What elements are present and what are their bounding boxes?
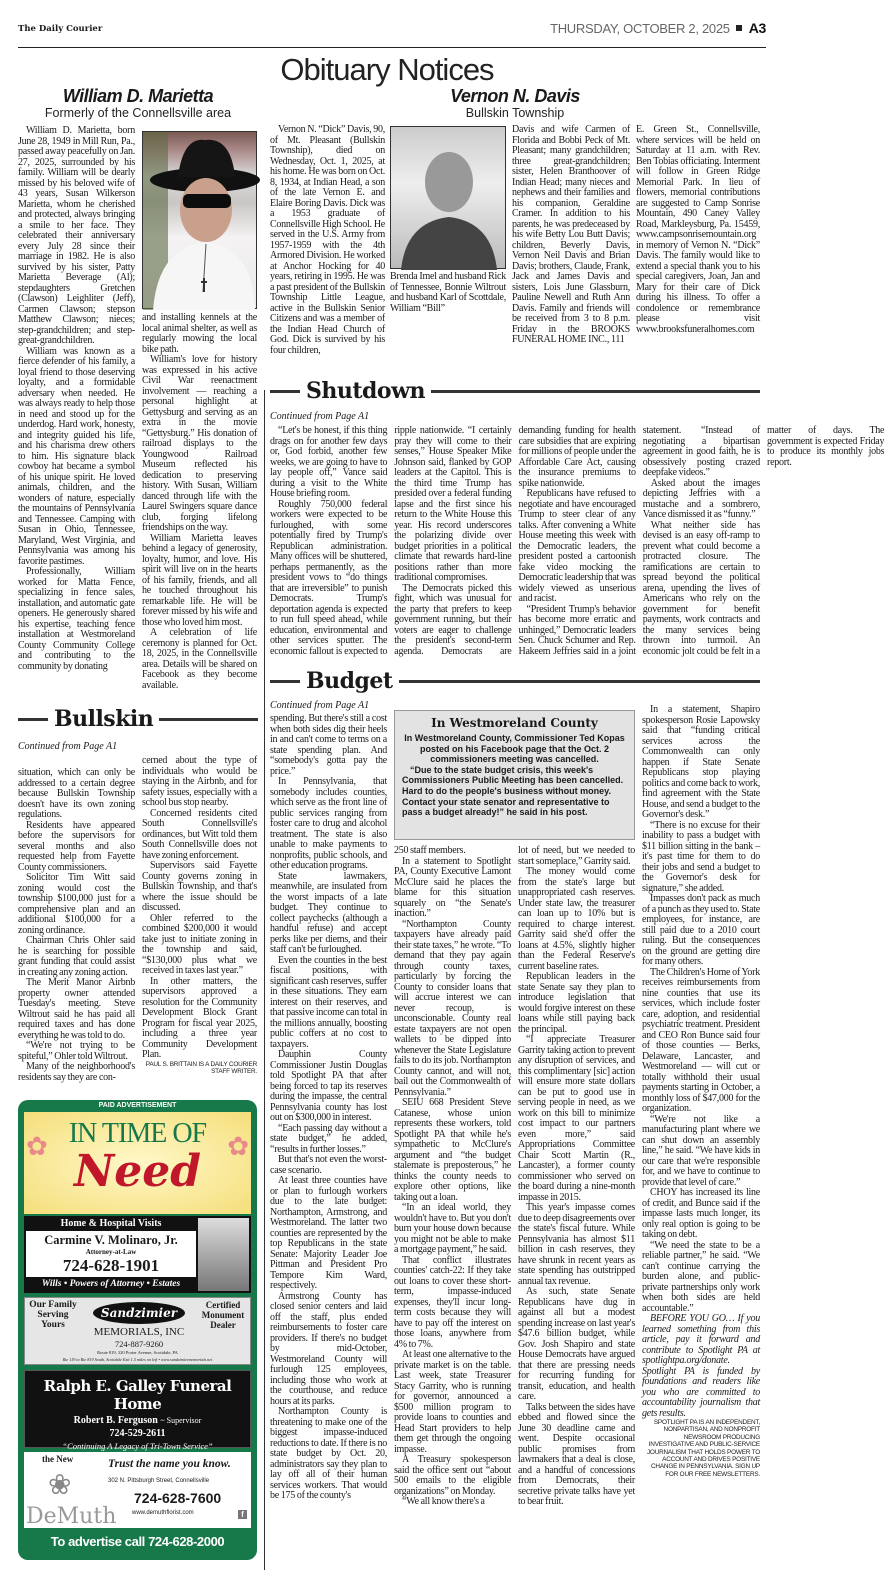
article-column	[394, 846, 511, 1576]
ad-headline-script: Need	[74, 1146, 201, 1197]
galley-slogan: “Continuing A Legacy of Tri-Town Service”	[62, 1441, 213, 1451]
paragraph: “Each passing day without a state budget,” he added, “results in further losses.”	[270, 1122, 387, 1155]
obit-column	[636, 125, 760, 375]
molinaro-services: Wills • Powers of Attorney • Estates	[41, 1279, 181, 1289]
obit-subtitle: Bullskin Township	[465, 106, 565, 120]
paragraph: “There is no excuse for their inability to pass a budget with $11 billion sitting in the bank – it's past time for them to do their jobs and send a budget to the Governor's desk for signature,” she added.	[642, 819, 760, 894]
article-column	[270, 714, 387, 1576]
section-header	[270, 668, 760, 694]
ad-headline	[24, 1112, 251, 1214]
paragraph: The money would come from the state's large but unappropriated cash reserves. Under state law, the treasurer can loan up to 10% but is required to charge interest. Garrity said she'd offer the loans at 4.5%, slightly higher than the Federal Reserve's current baseline rates.	[518, 866, 635, 972]
molinaro-phone: 724-628-1901	[62, 1256, 160, 1275]
paragraph: spending. But there's still a cost when both sides dig their heels in and can't come to terms on a state spending plan. And “somebody's gotta pay the price.”	[270, 713, 387, 777]
paragraph: Professionally, William worked for Matta Fence, specializing in fence sales, installation, and automatic gate openers. He generously shared his expertise, teaching fence installation at Westmoreland County Community College and contributing to the community by donating	[18, 566, 135, 672]
rose-icon: ✿	[227, 1132, 249, 1161]
masthead	[18, 14, 766, 48]
paragraph: lot of need, but we needed to start someplace,” Garrity said.	[518, 845, 635, 867]
paragraph: William D. Marietta, born June 28, 1949 in Mill Run, Pa., passed away peacefully on Jan. 27, 2025, surrounded by his family. William will be dearly missed by his beloved wife of 43 years, Susan Wilkerson Marietta, whom he cherished and protected, always bringing a smile to her face. They celebrated their anniversary every July 28 since their marriage in 1982. He is also survived by his sister, Patty Marietta Beverage (Al); stepdaughters Gretchen (Clawson) Leighliter (Jeff), Carmen Clawson; stepson Matthew Clawson; nieces; step-grandchildren; and step-great-grandchildren.	[18, 125, 135, 346]
attorney-photo	[198, 1218, 249, 1291]
obit-column	[142, 313, 257, 696]
sandzimier-logo: Sandzimier	[93, 1302, 185, 1324]
paragraph: This year's impasse comes due to deep disagreements over the state's fiscal future. While Pennsylvania has almost $11 billion in cash reserves, they have shrunk in recent years as state spending has outstripped annual tax revenue.	[518, 1202, 635, 1287]
paragraph: Many of the neighborhood's residents say they are con-	[18, 1061, 135, 1083]
paragraph: CHOY has increased its line of credit, and Bunce said if the impasse lasts much longer, its only real option is going to be taking on debt.	[642, 1187, 760, 1240]
obit-column	[512, 125, 630, 375]
paragraph: What neither side has devised is an easy off-ramp to prevent what could become a protracted closure. The ramifications are certain to spread beyond the political arena, upending the lives of Americans who rely on the government for benefit payments, work contracts and the many services being thrown into turmoil. An economic jolt could be felt in a matter of days. The government is expected Friday to produce its monthly jobs report.	[642, 425, 884, 657]
paragraph: Republicans have refused to negotiate and have encouraged Trump to steer clear of any talks. After convening a White House meeting this week with the Democratic leaders, the president posted a cartoonish fake video mocking the Democratic leadership that was widely viewed as unserious and racist.	[518, 488, 636, 604]
article-column	[642, 705, 760, 1576]
column-divider	[264, 390, 265, 1570]
paragraph: Concerned residents cited South Connellsville's ordinances, but Witt told them South Connellsville does not have zoning enforcement.	[142, 807, 257, 861]
paragraph: BEFORE YOU GO… If you learned something from this article, pay it forward and contribute to Spotlight PA at spotlightpa.org/donate. Spotlight PA is funded by foundations and readers like you who are committed to accountability journalism that gets results.	[642, 1313, 760, 1419]
obit-subtitle: Formerly of the Connellsville area	[44, 106, 232, 120]
paragraph: Even the counties in the best fiscal positions, with significant cash reserves, suffer in these situations. They earn interest on their reserves, and that passive income can total in the millions annually, boosting public coffers at no cost to taxpayers.	[270, 954, 387, 1050]
ad-headline-top: IN TIME OF	[68, 1118, 207, 1149]
rose-icon: ✿	[26, 1132, 48, 1161]
sandzimier-ad	[24, 1297, 251, 1365]
paragraph: “I appreciate Treasurer Garrity taking action to prevent any disruption of services, and this complimentary [sic] action will ensure more state dollars can be put to good use in serving people in need, as we work on this bill to minimize cost impact to our partners even more,” said Appropriations Committee Chair Scott Martin (R., Lancaster), a former county commissioner who served on the board during a nine-month impasse in 2015.	[518, 1034, 635, 1203]
square-bullet-icon	[736, 25, 742, 31]
sandzimier-directions: Rte 119 to Rte 819 South, Scottdale Exit 1.5 miles on left • www.sandzimiermemorials.net	[62, 1357, 213, 1362]
paragraph: Residents have appeared before the supervisors for several months and also requested help from Fayette County commissioners.	[18, 819, 135, 873]
paragraph: In a statement, Shapiro spokesperson Rosie Lapowsky said that “funding critical services across the Commonwealth can only happen if State Senate Republicans stop playing politics and come back to work, find agreement with the State House, and send a budget to the Governor's desk.”	[642, 704, 760, 820]
article-column	[142, 756, 257, 1093]
galley-role: ~ Supervisor	[160, 1416, 202, 1425]
molinaro-ad	[24, 1216, 251, 1293]
paragraph: State lawmakers, meanwhile, are insulated from the worst impacts of a late budget. They continue to collect paychecks (although a handful refuse) and accept perks like per diems, and their staff can't be furloughed.	[270, 870, 387, 955]
paragraph: “We need the state to be a reliable partner,” he said. “We can't continue carrying the burden alone, and public-private partnerships only work when both sides are held accountable.”	[642, 1239, 760, 1314]
paragraph: A Treasury spokesperson said the office sent out “about 500 emails to the eligible organizations” on Monday.	[394, 1454, 511, 1497]
paragraph: E. Green St., Connellsville, where services will be held on Saturday at 11 a.m. with Rev. Ben Tobias officiating. Interment will follow in Green Ridge Memorial Park. In lieu of flowers, memorial contributions are suggested to Camp Sonrise Mountain, 490 Caney Valley Road, Markleysburg, Pa. 15459, www.campsonrisemountain.org in memory of Vernon N. “Dick” Davis. The family would like to extend a special thank you to his special caregivers, Joan, Jan and Mary for their care of Dick during his illness. To offer a condolence or remembrance please visit www.brooksfuneralhomes.com	[636, 124, 760, 335]
paragraph: The Merit Manor Airbnb property owner attended Tuesday's meeting. Steve Wiltrout said he has paid all required taxes and has done everything he was told to do.	[18, 977, 135, 1041]
paragraph: At least one alternative to the private market is on the table. Last week, state Treasurer Stacy Garrity, who is running for governor, announced a $500 million program to provide loans to counties and Head Start providers to help them get through the ongoing impasse.	[394, 1349, 511, 1455]
article-column	[18, 768, 135, 1093]
paragraph: William was known as a fierce defender of his family, a loyal friend to those deserving loyalty, and a formidable adversary when needed. He was always ready to help those in need and stood up for the underdog. Hard work, honesty, and integrity guided his life, and his charisma drew others to him. His signature black cowboy hat became a symbol of his unique spirit. He loved animals, children, and the wonders of nature, especially the mountains of Pennsylvania and Tennessee. Camping with Susan in Ohio, Tennessee, Maryland, West Virginia, and Pennsylvania was among his favorite pastimes.	[18, 345, 135, 567]
paragraph: Solicitor Tim Witt said zoning would cost the township $100,000 just for a comprehensive plan and an additional $100,000 for a zoning ordinance.	[18, 872, 135, 936]
sandzimier-company: MEMORIALS, INC	[93, 1326, 185, 1338]
paragraph: “Let's be honest, if this thing drags on for another few days or, God forbid, another few weeks, we are going to have to lay people off,” Vance said during a visit to the White House briefing room.	[270, 425, 388, 499]
flower-icon: ❀	[48, 1470, 72, 1501]
galley-ad	[24, 1370, 251, 1451]
paragraph: That conflict illustrates counties' catch-22: If they take out loans to cover these short-term, impasse-induced expenses, they'll incur long-term costs because they will have to pay off the interest on those loans, anywhere from 4% to 7%.	[394, 1254, 511, 1350]
paragraph: Impasses don't pack as much of a punch as they used to. State employees, for instance, are still paid due to a 2010 court ruling. But the consequences on the ground are getting dire for many others.	[642, 893, 760, 967]
sandzimier-phone: 724-887-9260	[114, 1339, 164, 1349]
paragraph: cerned about the type of individuals who would be staying in the Airbnb, and for safety issues, especially with a school bus stop nearby.	[142, 755, 257, 808]
ad-label: PAID ADVERTISEMENT	[98, 1102, 177, 1109]
paragraph: William's love for history was expressed in his active Civil War reenactment involvement — reaching a personal highlight at Gettysburg and serving as an extra in the movie “Gettysburg.” His donation of railroad displays to the Youngwood Railroad Museum reflected his dedication to preserving history. With Susan, William danced through life with the Laurel Swingers square dance club, forging lifelong friendships on the way.	[142, 354, 257, 533]
section-header	[270, 378, 760, 404]
paragraph: “We're not trying to be spiteful,” Ohler told Wiltrout.	[18, 1040, 135, 1062]
obit-column	[18, 126, 135, 696]
paragraph: Chairman Chris Ohler said he is searching for possible grant funding that could assist in creating any zoning action.	[18, 935, 135, 978]
demuth-logo: DeMuth	[26, 1504, 117, 1529]
paragraph: Talks between the sides have ebbed and flowed since the June 30 deadline came and went. Despite occasional public promises from lawmakers that a deal is close, and a handful of concessions from Democrats, their secretive private talks have yet to bear fruit.	[518, 1401, 635, 1507]
callout-title: In Westmoreland County	[431, 716, 598, 730]
paragraph: situation, which can only be addressed to a certain degree because Bullskin Township doesn't have its own zoning regulations.	[18, 767, 135, 820]
paragraph: “We all know there's a	[402, 1496, 485, 1507]
paragraph: “Northampton County taxpayers have already paid their state taxes,” he wrote. “To demand that they pay again through county taxes, particularly by forcing the County to consider loans that will accrue interest we can never recoup, is unconscionable. County real estate taxpayers are not open wallets to be dipped into whenever the State Legislature fails to do its job. Northampton County cannot, and will not, bail out the Commonwealth of Pennsylvania.”	[394, 918, 511, 1098]
demuth-address: 302 N. Pittsburgh Street, Connellsville	[108, 1478, 210, 1484]
paragraph: Supervisors said Fayette County governs zoning in Bullskin Township, and that's where the issue should be discussed.	[142, 860, 257, 913]
obit-column	[270, 125, 385, 375]
paragraph: The Children's Home of York receives reimbursements from nine counties that use its services, which include foster care, adoption, and residential psychiatric treatment. President and CEO Ron Bunce said four of those counties — Berks, Delaware, Lancaster, and Westmoreland — will cut or totally withhold their usual payments starting in October, a monthly loss of $47,000 for the organization.	[642, 966, 760, 1114]
paragraph: Brenda Imel and husband Rick of Tennessee, Bonnie Wiltrout and husband Karl of Scottdale, William “Bill”	[390, 271, 506, 314]
paragraph: and installing kennels at the local animal shelter, as well as regularly mowing the local bike path.	[142, 312, 257, 355]
continued-label: Continued from Page A1	[18, 741, 118, 752]
ad-footer: To advertise call 724-628-2000	[50, 1534, 225, 1549]
paragraph: In a statement to Spotlight PA, County Executive Lamont McClure said he places the blame for this situation squarely on “the Senate's inaction.”	[394, 855, 511, 919]
callout-paragraph: In Westmoreland County, Commissioner Ted Kopas posted on his Facebook page that the Oct. 2 commissioners meeting was cancelled.	[404, 733, 625, 765]
molinaro-banner: Home & Hospital Visits	[60, 1218, 162, 1229]
paragraph: Vernon N. “Dick” Davis, 90, of Mt. Pleasant (Bullskin Township), died on Wednesday, Oct. 1, 2025, at his home. He was born on Oct. 8, 1934, at Indian Head, a son of the late Vernon E. and Elaire Boring Davis. Dick was a 1953 graduate of Connellsville High School. He served in the U.S. Army from 1957-1959 with the 4th Armored Division. He worked at Anchor Hocking for 40 years, retiring in 1995. He was a past president of the Bullskin Township Little League, active in the Bullskin Senior Citizens and was a member of the Indian Head Church of God. Dick is survived by his four children,	[270, 124, 385, 356]
demuth-ad	[24, 1452, 251, 1528]
section-header	[18, 706, 258, 732]
paragraph: “In an ideal world, they wouldn't have to. But you don't burn your house down because you might not be able to make a mortgage payment,” he said.	[394, 1202, 511, 1255]
byline-credit: PAUL S. BRITTAIN IS A DAILY COURIER STAFF WRITER.	[145, 1060, 257, 1075]
paragraph: But that's not even the worst-case scenario.	[270, 1154, 387, 1176]
section-title: Shutdown	[306, 378, 426, 404]
paper-logo: The Daily Courier	[18, 24, 103, 34]
funeral-services-ad	[18, 1100, 257, 1560]
obit-photo	[390, 126, 506, 269]
article-body	[270, 425, 884, 662]
paragraph: Republican leaders in the state Senate say they plan to introduce legislation that would forgive interest on these loans while still paying back the principal.	[518, 971, 635, 1035]
obit-photo	[142, 131, 257, 309]
molinaro-title: Attorney-at-Law	[85, 1248, 137, 1256]
paragraph: Davis and wife Carmen of Florida and Bobbi Peck of Mt. Pleasant; many grandchildren; three great-grandchildren; sister, Helen Branthoover of Indian Head; many nieces and nephews and their families and his companion, Geraldine Cramer. In addition to his parents, he was predeceased by his wife Betty Lou Butt Davis; children, Beverly Davis, Vernon Neil Davis and Brian Davis; brothers, Claude, Frank, Jack and James Davis and sisters, Lois June Glassburn, Pauline Newell and Ruth Ann Davis. Family and friends will be received from 3 to 8 p.m. Friday in the BROOKS FUNERAL HOME INC., 111	[512, 124, 630, 345]
obit-column	[390, 272, 506, 372]
paragraph: In other matters, the supervisors approved a resolution for the Community Development Block Grant Program for fiscal year 2025, including a three year Community Development Plan.	[142, 975, 257, 1060]
galley-phone: 724-529-2611	[109, 1428, 166, 1439]
continued-label: Continued from Page A1	[270, 411, 370, 422]
paragraph: Armstrong County has closed senior centers and laid off the staff, plus ended reimbursements to foster care providers. If there's no budget by mid-October, Westmoreland County will furlough 125 employees, including those who work at the courthouse, and reduce hours at its parks.	[270, 1290, 387, 1407]
paragraph: Dauphin County Commissioner Justin Douglas told Spotlight PA that after being forced to tap its reserves during the impasse, the central Pennsylvania county has lost out on $300,000 in interest.	[270, 1049, 387, 1123]
paragraph: In Pennsylvania, that somebody includes counties, which serve as the front line of public services ranging from foster care to drug and alcohol treatment. The state is also unable to make payments to nonprofits, public schools, and other education programs.	[270, 776, 387, 871]
facebook-icon: f	[238, 1510, 247, 1519]
obit-name: Vernon N. Davis	[450, 86, 580, 106]
paragraph: A celebration of life ceremony is planned for Oct. 18, 2025, in the Connellsville area. Details will be shared on Facebook as they become available.	[142, 627, 257, 691]
paragraph: At least three counties have or plan to furlough workers due to the late budget: Northampton, Armstrong, and Westmoreland. The latter two counties are represented by the top Republicans in the state Senate: Majority Leader Joe Pittman and President Pro Tempore Kim Ward, respectively.	[270, 1175, 387, 1291]
callout-box	[394, 710, 635, 840]
byline-credit: SPOTLIGHT PA IS AN INDEPENDENT, NONPARTISAN, AND NONPROFIT NEWSROOM PRODUCING INVESTIGATIVE AND PUBLIC-SERVICE JOURNALISM THAT HOLDS POWER TO ACCOUNT AND DRIVES POSITIVE CHANGE IN PENNSYLVANIA. SIGN UP FOR OUR FREE NEWSLETTERS.	[646, 1419, 760, 1478]
page-title: Obituary Notices	[280, 52, 494, 87]
demuth-the-new: the New	[42, 1454, 74, 1464]
paragraph: The Democrats picked this fight, which was unusual for the party that prefers to keep government running, but their voters are eager to challenge the president's second-term agenda. Democrats are demanding funding for health care subsidies that are expiring for millions of people under the Affordable Care Act, causing the insurance premiums to spike nationwide.	[394, 425, 636, 657]
page-number: A3	[748, 20, 766, 36]
molinaro-name: Carmine V. Molinaro, Jr.	[44, 1233, 178, 1247]
obit-name: William D. Marietta	[62, 86, 214, 106]
paragraph: As such, state Senate Republicans have dug in against all but a modest spending increase on last year's $47.6 billion budget, while Gov. Josh Shapiro and state House Democrats have argued that there are pressing needs for recurring funding for transit, education, and health care.	[518, 1286, 635, 1402]
demuth-slogan: Trust the name you know.	[108, 1458, 231, 1470]
paragraph: Northampton County is threatening to make one of the biggest impasse-induced reductions to date. If there is no state budget by Oct. 20, administrators say they plan to lay off all of their human services workers. That would be 175 of the county's	[270, 1406, 387, 1501]
continued-label: Continued from Page A1	[270, 700, 370, 711]
section-title: Bullskin	[54, 706, 154, 732]
sandzimier-tagline: Our Family Serving Yours	[29, 1300, 77, 1330]
article-column	[518, 846, 635, 1576]
paragraph: Asked about the images depicting Jeffries with a mustache and a sombrero, Vance dismissed it as “funny.”	[642, 477, 760, 520]
galley-name: Ralph E. Galley Funeral Home	[43, 1377, 232, 1413]
galley-supervisor: Robert B. Ferguson	[73, 1415, 158, 1426]
demuth-phone: 724-628-7600	[134, 1490, 222, 1506]
paragraph: 250 staff members.	[394, 845, 466, 856]
demuth-website[interactable]: www.demuthflorist.com	[132, 1510, 194, 1516]
dateline	[550, 20, 766, 36]
paragraph: Ohler referred to the combined $200,000 it would take just to initiate zoning in the township and said, “$130,000 plus what we received in taxes last year.”	[142, 912, 257, 976]
section-title: Budget	[306, 668, 393, 694]
paragraph: William Marietta leaves behind a legacy of generosity, loyalty, humor, and love. His spirit will live on in the hearts of his family, friends, and all he touched throughout his remarkable life. He will be forever missed by his wife and those who loved him most.	[142, 532, 257, 628]
paragraph: Roughly 750,000 federal workers were expected to be furloughed, with some potentially fired by Trump's Republican administration. Many offices will be shuttered, perhaps permanently, as the president vows to “do things that are irreversible” to punish Democrats. Trump's deportation agenda is expected to run full speed ahead, while education, environmental and other services sputter. The economic fallout is expected to ripple nationwide. “I certainly pray they will come to their senses,” House Speaker Mike Johnson said, flanked by GOP leaders at the Capitol. This is the third time Trump has presided over a federal funding lapse and the first since his return to the White House this year. His record underscores the polarizing divide over budget priorities in a political climate that rewards hard-line positions rather than more traditional compromises.	[270, 425, 512, 657]
sandzimier-certified: Certified Monument Dealer	[201, 1300, 245, 1330]
sandzimier-address: Route 819, 320 Porter Avenue, Scottdale, PA	[97, 1350, 178, 1355]
callout-paragraph: “Due to the state budget crisis, this week's Commissioners Public Meeting has been cancelled. Hard to do the people's business without money. Contact your state senator and representative to pass a budget already!” he said in his post.	[402, 764, 624, 818]
molinaro-info	[26, 1231, 196, 1277]
paragraph: SEIU 668 President Steve Catanese, whose union represents these workers, told Spotlight PA that while he's sympathetic to McClure's argument and “the budget stalemate is preposterous,” he thinks the county needs to explore other options, like taking out a loan.	[394, 1097, 511, 1203]
paragraph: “We're not like a manufacturing plant where we can shut down an assembly line,” he said. “We have kids in our care that we're responsible for, and we have to continue to provide that level of care.”	[642, 1113, 760, 1188]
issue-date: THURSDAY, OCTOBER 2, 2025	[550, 21, 730, 36]
paragraph: “President Trump's behavior has become more erratic and unhinged,” Democratic leaders Sen. Chuck Schumer and Rep. Hakeem Jeffries said in a joint statement. “Instead of negotiating a bipartisan agreement in good faith, he is obsessively posting crazed deepfake videos.”	[518, 425, 760, 657]
